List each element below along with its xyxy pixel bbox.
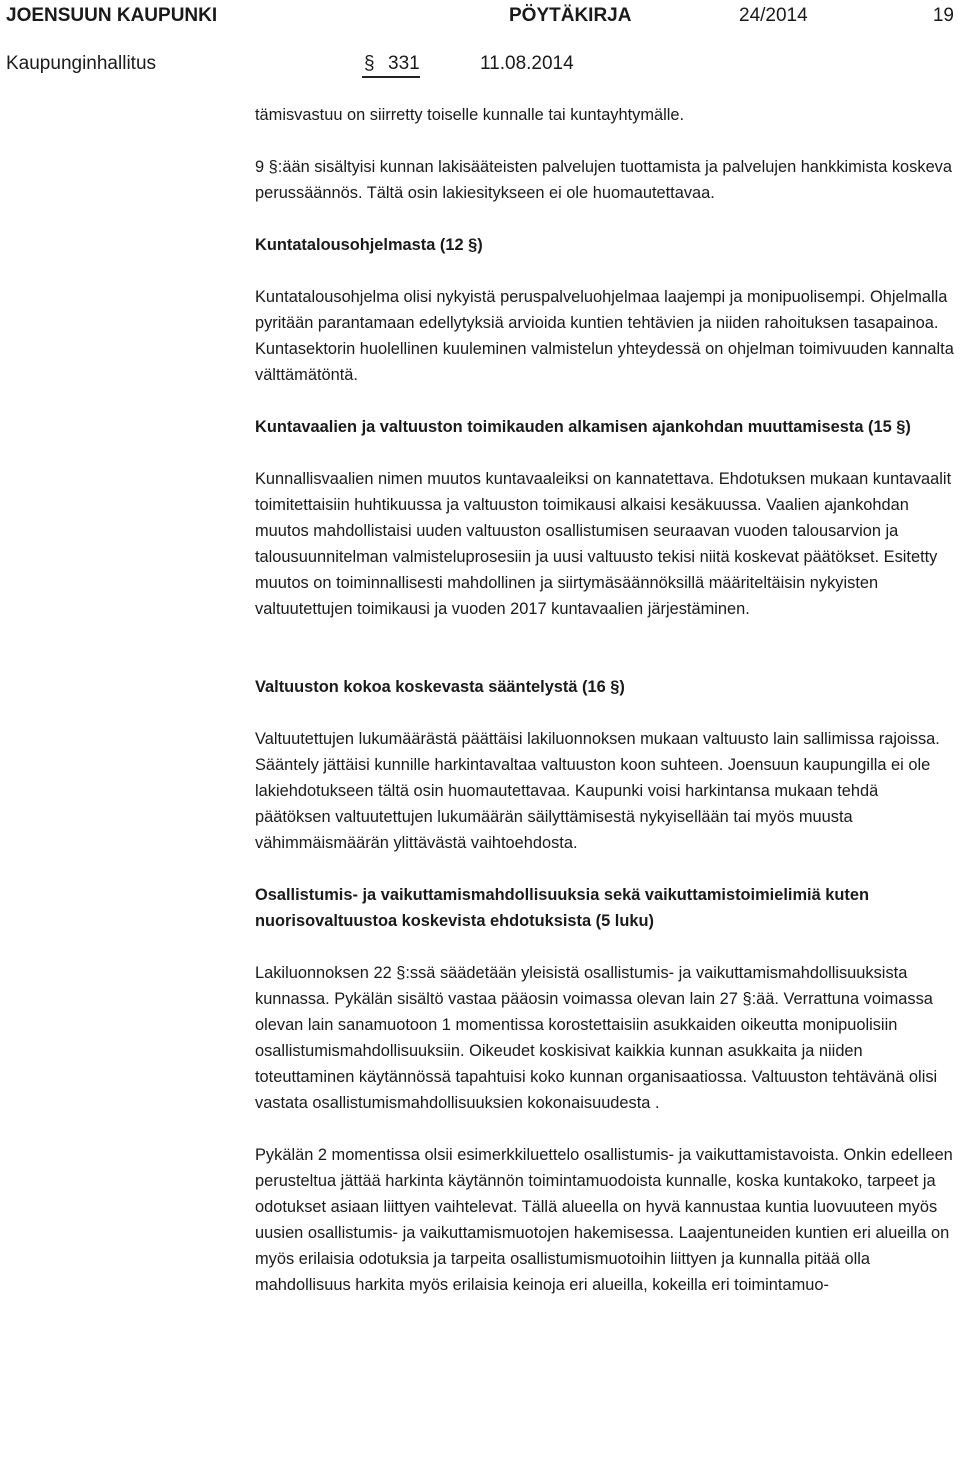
paragraph: Kunnallisvaalien nimen muutos kuntavaaleiksi on kannatettava. Ehdotuksen mukaan kuntavaalit toimitettaisiin huhtikuussa ja valtuuston toimikausi alkaisi kesäkuussa. Vaalien ajankohdan muutos mahdollistaisi uuden valtuuston osallistumisen seuraavan vuoden talousarvion ja talousuunnitelman valmisteluprosesiin ja uusi valtuusto tekisi niitä koskevat päätökset. Esitetty muutos on toiminnallisesti mahdollinen ja siirtymäsäännöksillä määriteltäisin nykyisten valtuutettujen toimikausi ja vuoden 2017 kuntavaalien järjestäminen.: [255, 470, 952, 618]
section-heading: Valtuuston kokoa koskevasta sääntelystä (16 §): [255, 678, 625, 696]
section-underline: [362, 76, 420, 78]
paragraph: Lakiluonnoksen 22 §:ssä säädetään yleisistä osallistumis- ja vaikuttamismahdollisuuksista kunnassa. Pykälän sisältö vastaa pääosin voimassa olevan lain 27 §:ää. Verrattuna voimassa olevan lain sanamuotoon 1 momentissa korostettaisiin asukkaiden oikeutta monipuolisiin osallistumismahdollisuuksiin. Oikeudet koskisivat kaikkia kunnan asukkaita ja niiden toteuttaminen käytännössä tapahtuisi koko kunnan organisaatiossa. Valtuuston tehtävänä olisi vastata osallistumismahdollisuuksien kokonaisuudesta .: [255, 964, 938, 1112]
section-number: 331: [388, 53, 420, 74]
document-body: [255, 102, 955, 1298]
organization-name: JOENSUUN KAUPUNKI: [6, 5, 218, 26]
paragraph: Kuntatalousohjelma olisi nykyistä peruspalveluohjelmaa laajempi ja monipuolisempi. Ohjelmalla pyritään parantamaan edellytyksiä arvioida kuntien tehtävien ja niiden rahoituksen tasapainoa. Kuntasektorin huolellinen kuuleminen valmistelun yhteydessä on ohjelman toimivuuden kannalta välttämätöntä.: [255, 288, 954, 384]
paragraph: Pykälän 2 momentissa olsii esimerkkiluettelo osallistumis- ja vaikuttamistavoista. Onkin edelleen perusteltua jättää harkinta käytännön toimintamuodoista kunnalle, koska kuntakoko, tarpeet ja odotukset asiaan liittyen vaihtelevat. Tällä alueella on hyvä kannustaa kuntia luovuuteen myös uusien osallistumis- ja vaikuttamismuotojen hakemisessa. Laajentuneiden kuntien eri alueilla on myös erilaisia odotuksia ja tarpeita osallistumismuotoihin liittyen ja kunnalla pitää olla mahdollisuus harkita myös erilaisia keinoja eri alueilla, kokeilla eri toimintamuo-: [255, 1146, 953, 1294]
meeting-date: 11.08.2014: [480, 53, 574, 74]
governing-body: Kaupunginhallitus: [6, 53, 157, 74]
paragraph: tämisvastuu on siirretty toiselle kunnalle tai kuntayhtymälle.: [255, 106, 685, 124]
paragraph: 9 §:ään sisältyisi kunnan lakisääteisten palvelujen tuottamista ja palvelujen hankkimista koskeva perussäännös. Tältä osin lakiesitykseen ei ole huomautettavaa.: [255, 158, 952, 202]
paragraph: Valtuutettujen lukumäärästä päättäisi lakiluonnoksen mukaan valtuusto lain sallimissa rajoissa. Sääntely jättäisi kunnille harkintavaltaa valtuuston koon suhteen. Joensuun kaupungilla ei ole lakiehdotukseen tältä osin huomautettavaa. Kaupunki voisi harkintansa mukaan tehdä päätöksen valtuutettujen lukumäärän säilyttämisestä nykyisellään tai myös muusta vähimmäismäärän ylittävästä vaihtoehdosta.: [255, 730, 940, 852]
header-row-top: [6, 2, 954, 30]
document-type: PÖYTÄKIRJA: [509, 5, 632, 26]
document-header: [0, 0, 960, 80]
section-heading: Kuntavaalien ja valtuuston toimikauden alkamisen ajankohdan muuttamisesta (15 §): [255, 418, 911, 436]
section-mark: §: [364, 53, 375, 74]
document-number: 24/2014: [739, 5, 808, 26]
section-heading: Kuntatalousohjelmasta (12 §): [255, 236, 483, 254]
header-row-bottom: [6, 50, 954, 78]
section-heading: Osallistumis- ja vaikuttamismahdollisuuksia sekä vaikuttamistoimielimiä kuten nuorisovaltuustoa koskevista ehdotuksista (5 luku): [255, 886, 869, 930]
page-number: 19: [932, 5, 954, 26]
